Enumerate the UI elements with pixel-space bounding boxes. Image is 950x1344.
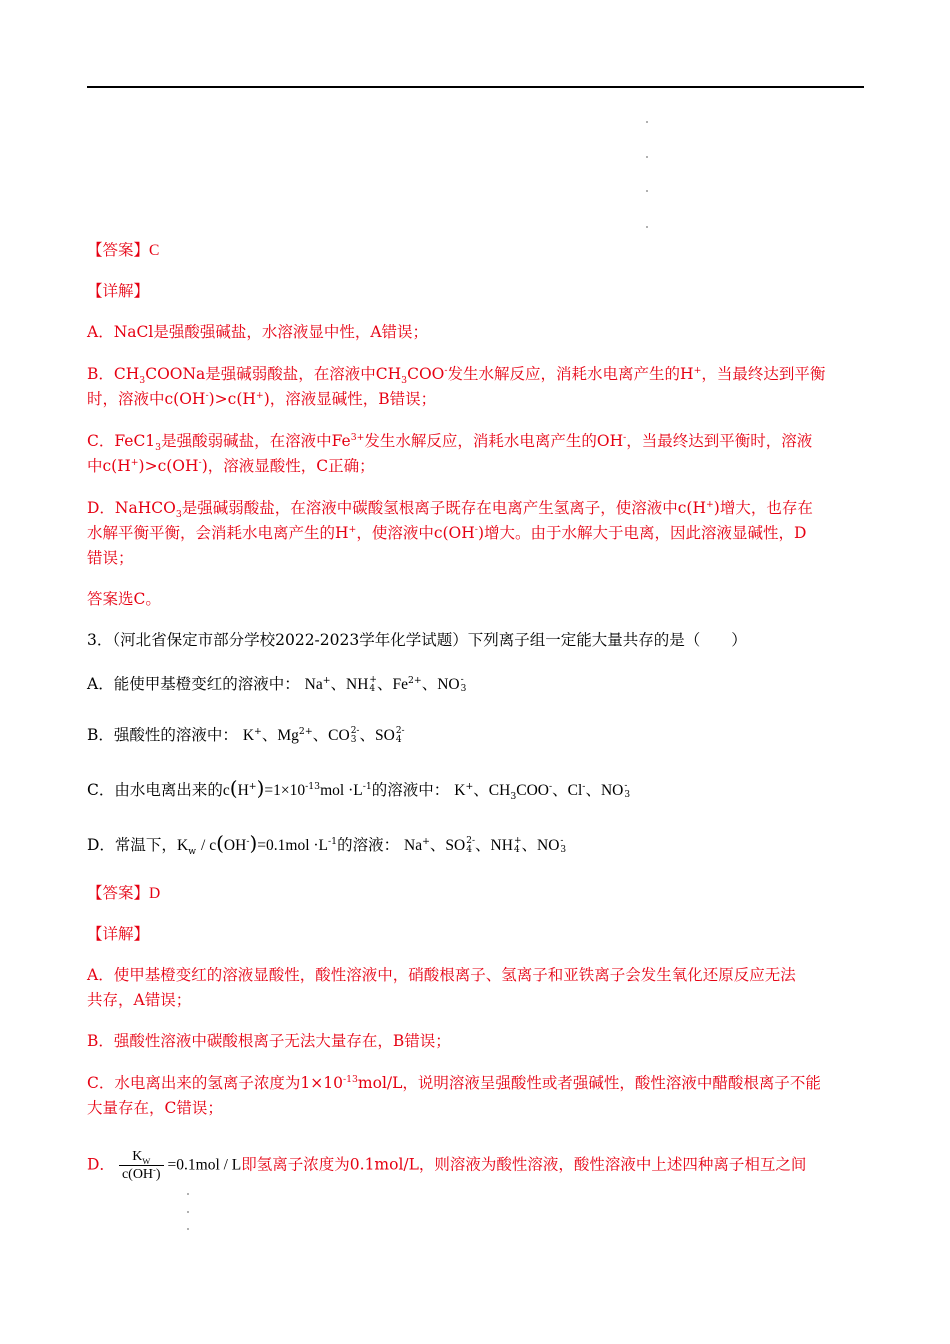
ion: NO [437, 676, 460, 693]
sup: 3+ [350, 431, 365, 443]
sup: + [348, 523, 357, 535]
ion: K [454, 782, 466, 799]
detail-label: 【详解】 [87, 282, 150, 300]
sub: 3 [460, 684, 467, 694]
q3-option-c [87, 776, 630, 803]
fraction-denominator [119, 1166, 164, 1183]
detail-label: 【详解】 [87, 925, 150, 943]
paren-open: ( [216, 831, 224, 855]
text: )，溶液显酸性，C正确； [201, 457, 375, 475]
answer-value: D [149, 885, 161, 902]
paren-close: ) [256, 776, 265, 800]
text: )>c(H [208, 390, 256, 408]
sup: - [460, 675, 464, 685]
text: 水解平衡平衡，会消耗水电离产生的H [87, 524, 349, 542]
ion: K [242, 727, 255, 744]
sub: 3 [560, 845, 567, 855]
sub: 3 [350, 735, 357, 745]
text: )>c(OH [138, 457, 199, 475]
text: )增大。由于水解大于电离，因此溶液显碱性，D [477, 524, 807, 542]
sup: - [624, 781, 628, 791]
ion: SO [445, 837, 466, 854]
sup: 2- [350, 726, 360, 736]
text: ，当最终达到平衡时，溶液 [626, 432, 813, 450]
ion: CO [328, 727, 350, 744]
sub: 4 [395, 735, 402, 745]
q3-answer [87, 881, 160, 906]
faint-dot [187, 1228, 189, 1230]
sup: -1 [328, 835, 338, 847]
sup: - [548, 780, 553, 792]
separator: 、 [429, 836, 446, 854]
math: K [132, 1149, 143, 1164]
q3-explain-a2 [87, 988, 191, 1013]
text: 是强酸弱碱盐，在溶液中Fe [161, 432, 351, 450]
text: COO [407, 365, 445, 383]
text: 大量存在，C错误； [87, 1099, 223, 1117]
q2-explain-c1 [87, 429, 812, 454]
sup: -13 [305, 780, 321, 792]
separator: 、 [521, 836, 537, 854]
ion-charge-stack [624, 782, 630, 800]
text: 发生水解反应，消耗水电离产生的H [447, 365, 694, 383]
ion: Na [404, 837, 423, 854]
q2-answer [87, 238, 159, 263]
ion: NH [346, 676, 369, 693]
sup: + [322, 674, 331, 686]
ion-charge-stack [396, 727, 405, 745]
sup: 2- [395, 726, 405, 736]
math: mol ·L [320, 782, 363, 799]
q2-explain-b2 [87, 387, 436, 412]
q3-explain-b [87, 1029, 451, 1054]
option-text: A．能使甲基橙变红的溶液中： [87, 675, 300, 693]
sub: 3 [510, 791, 517, 803]
text: D．NaHCO [87, 499, 176, 517]
q2-explain-d1 [87, 496, 813, 521]
sup: + [248, 780, 257, 792]
text: COONa是强碱弱酸盐，在溶液中CH [145, 365, 402, 383]
math: =1×10 [264, 782, 306, 799]
text: C．FeC1 [87, 432, 156, 450]
sup: + [465, 780, 474, 792]
math: OH [223, 837, 247, 854]
q3-option-d [87, 831, 566, 858]
text: 是强碱弱酸盐，在溶液中碳酸氢根离子既存在电离产生氢离子，使溶液中c(H [181, 499, 706, 517]
separator: 、 [421, 675, 438, 693]
answer-label: 【答案】 [87, 241, 150, 259]
sub: 4 [513, 845, 520, 855]
option-text: D．常温下， [87, 836, 177, 854]
sup: - [582, 780, 586, 792]
math: c [222, 782, 230, 799]
faint-dot [646, 190, 648, 192]
paren-close: ) [249, 831, 258, 855]
math: c(OH [121, 1167, 154, 1182]
text: )，溶液显碱性，B错误； [263, 390, 437, 408]
ion: COO [516, 782, 549, 799]
ion: CH [488, 782, 511, 799]
faint-dot [187, 1211, 189, 1213]
sup: - [205, 389, 209, 401]
text: 发生水解反应，消耗水电离产生的OH [364, 432, 624, 450]
q3-option-b [87, 723, 405, 748]
sup: -13 [342, 1073, 358, 1085]
q3-explain-a1 [87, 963, 796, 988]
sup: + [369, 675, 377, 685]
sub: W [142, 1156, 151, 1166]
sup: - [198, 456, 202, 468]
sup: + [693, 364, 702, 376]
sup: 2+ [298, 725, 313, 737]
sup: + [422, 835, 430, 847]
text: C．水电离出来的氢离子浓度为1×10 [87, 1074, 343, 1092]
sup: - [246, 835, 250, 847]
ion: SO [374, 727, 395, 744]
separator: 、 [473, 781, 489, 799]
faint-dot [646, 121, 648, 123]
sub: 3 [175, 509, 182, 521]
sub: 3 [155, 442, 162, 454]
text: )增大，也存在 [713, 499, 813, 517]
explain-a-text: A．NaCl是强酸强碱盐，水溶液显中性，A错误； [87, 323, 429, 341]
q3-stem [87, 628, 747, 653]
ion-charge-stack [461, 676, 467, 694]
text: ，使溶液中c(OH [356, 524, 475, 542]
separator: 、 [552, 781, 568, 799]
ion: Cl [567, 782, 583, 799]
math: H [237, 782, 249, 799]
q2-explain-b1 [87, 362, 825, 387]
ion-charge-stack [369, 676, 377, 694]
math: K [176, 837, 189, 854]
sup: + [255, 389, 264, 401]
q2-explain-a [87, 320, 428, 345]
text: 错误； [87, 549, 134, 567]
text: 共存，A错误； [87, 991, 192, 1009]
sup: - [474, 523, 478, 535]
ion: Na [304, 676, 323, 693]
separator: 、 [359, 726, 375, 744]
text: B．CH [87, 365, 140, 383]
sub: 4 [466, 845, 472, 855]
sup: + [513, 836, 522, 846]
text: 答案选C。 [87, 590, 161, 608]
sup: - [623, 431, 627, 443]
q3-option-a [87, 672, 466, 697]
header-rule [87, 86, 864, 88]
separator: 、 [475, 836, 491, 854]
q2-detail-label [87, 279, 149, 304]
separator: 、 [261, 726, 278, 744]
ion: NH [490, 837, 513, 854]
sup: -1 [362, 780, 372, 792]
text: 中c(H [87, 457, 131, 475]
text: D． [87, 1155, 115, 1174]
faint-dot [646, 156, 648, 158]
fraction-numerator [119, 1148, 164, 1166]
ion: NO [537, 837, 560, 854]
math: =0.1mol / L [167, 1156, 242, 1174]
answer-value: C [149, 242, 160, 259]
q2-final-answer [87, 587, 161, 612]
ion: Fe [392, 676, 408, 693]
q2-explain-d3 [87, 546, 134, 571]
option-text: B．强酸性的溶液中： [87, 726, 238, 744]
math: =0.1mol ·L [257, 837, 329, 854]
sup: 2- [466, 836, 476, 846]
separator: 、 [312, 726, 329, 744]
sub: 4 [369, 684, 376, 694]
text: 时，溶液中c(OH [87, 390, 206, 408]
math: / c [201, 837, 217, 854]
q3-explain-c2 [87, 1096, 223, 1121]
answer-label: 【答案】 [87, 884, 150, 902]
kw-fraction [119, 1148, 164, 1183]
sub: 3 [401, 375, 408, 387]
option-text: C．由水电离出来的 [87, 781, 223, 799]
ion-charge-stack [560, 837, 566, 855]
text: 即氢离子浓度为0.1mol/L，则溶液为酸性溶液，酸性溶液中上述四种离子相互之间 [241, 1155, 807, 1174]
ion: NO [600, 782, 624, 799]
ion-charge-stack [466, 837, 475, 855]
faint-dot [187, 1193, 189, 1195]
text: mol/L，说明溶液呈强酸性或者强碱性，酸性溶液中醋酸根离子不能 [357, 1074, 821, 1092]
sup: - [560, 836, 564, 846]
paren-open: ( [229, 776, 238, 800]
text: B．强酸性溶液中碳酸根离子无法大量存在，B错误； [87, 1032, 451, 1050]
text: ，当最终达到平衡 [701, 365, 826, 383]
separator: 、 [330, 675, 347, 693]
sub: w [188, 846, 197, 858]
separator: 、 [585, 781, 601, 799]
sub: 3 [624, 790, 631, 800]
separator: 、 [376, 675, 393, 693]
q2-explain-d2 [87, 521, 806, 546]
sub: 3 [139, 375, 146, 387]
sup: - [444, 364, 448, 376]
text: A．使甲基橙变红的溶液显酸性，酸性溶液中，硝酸根离子、氢离子和亚铁离子会发生氧化还原反应无法 [87, 966, 796, 984]
q3-detail-label [87, 922, 149, 947]
math: ) [155, 1167, 161, 1182]
sup: + [254, 725, 262, 737]
sup: + [706, 498, 714, 510]
option-text: 的溶液中： [371, 781, 450, 799]
sup: - [153, 1165, 156, 1175]
ion: Mg [277, 727, 299, 744]
sup: 2+ [407, 674, 422, 686]
q3-explain-d [87, 1148, 806, 1183]
q3-explain-c1 [87, 1071, 821, 1096]
option-text: 的溶液： [337, 836, 400, 854]
q2-explain-c2 [87, 454, 375, 479]
question-stem: 3．（河北省保定市部分学校2022-2023学年化学试题）下列离子组一定能大量共存的是（ ） [87, 631, 747, 649]
faint-dot [646, 226, 648, 228]
sup: + [130, 456, 139, 468]
